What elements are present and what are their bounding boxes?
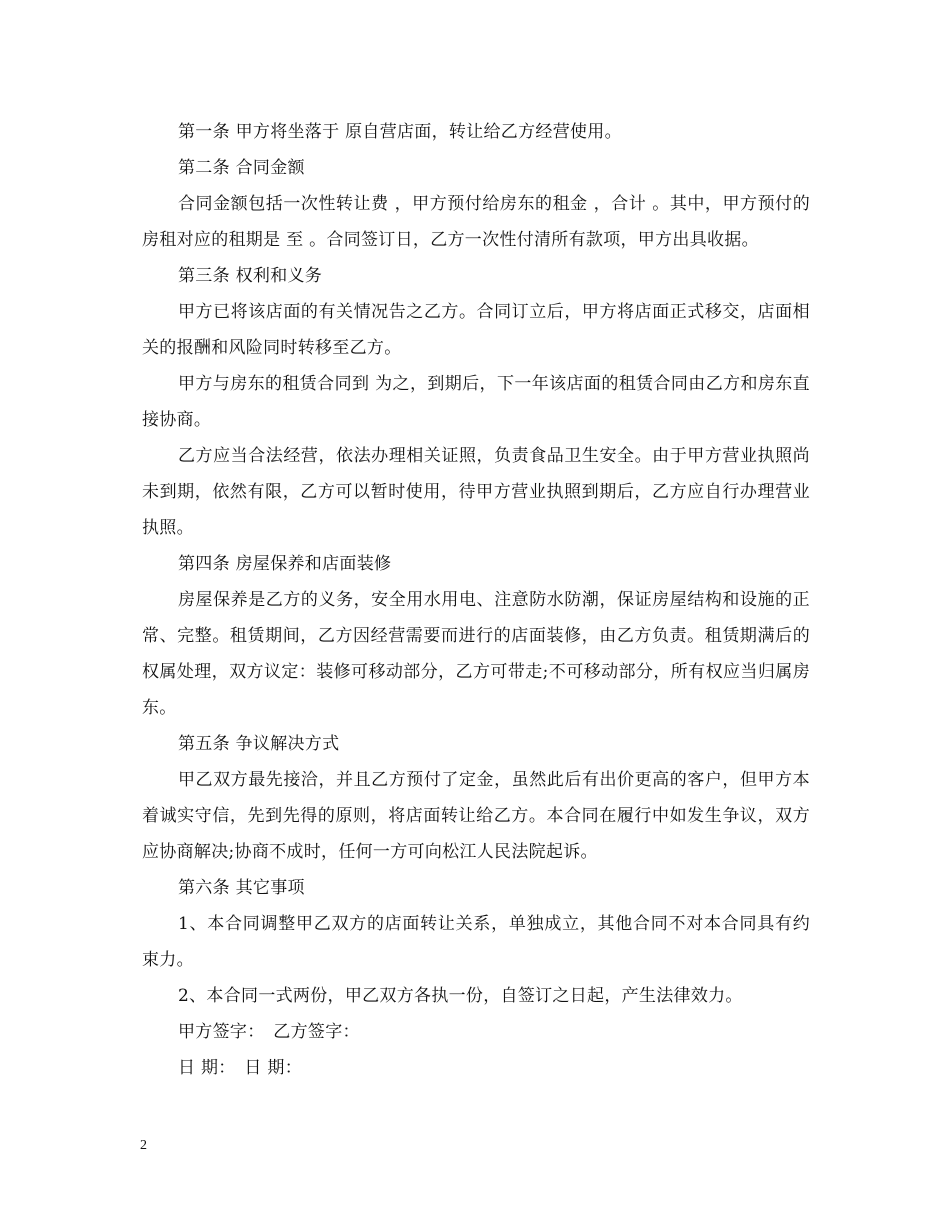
date-line: 日 期： 日 期： bbox=[178, 1058, 303, 1078]
article-3-text-3: 乙方应当合法经营，依法办理相关证照，负责食品卫生安全。由于甲方营业执照尚未到期，依然有限，乙方可以暂时使用，待甲方营业执照到期后，乙方应自行办理营业执照。 bbox=[142, 446, 810, 538]
article-2-text: 合同金额包括一次性转让费 ，甲方预付给房东的租金 ，合计 。其中，甲方预付的房租对应的租期是 至 。合同签订日，乙方一次性付清所有款项，甲方出具收据。 bbox=[142, 194, 810, 250]
page-number: 2 bbox=[140, 1138, 147, 1153]
article-6-item-2: 2、本合同一式两份，甲乙双方各执一份，自签订之日起，产生法律效力。 bbox=[178, 986, 743, 1006]
document-body bbox=[142, 114, 810, 1086]
article-6-heading: 第六条 其它事项 bbox=[178, 878, 305, 898]
article-5-text: 甲乙双方最先接洽，并且乙方预付了定金，虽然此后有出价更高的客户，但甲方本着诚实守信，先到先得的原则，将店面转让给乙方。本合同在履行中如发生争议，双方应协商解决;协商不成时，任何一方可向松江人民法院起诉。 bbox=[142, 770, 810, 862]
signature-line: 甲方签字： 乙方签字： bbox=[178, 1022, 360, 1042]
article-4-heading: 第四条 房屋保养和店面装修 bbox=[178, 554, 392, 574]
article-4-text: 房屋保养是乙方的义务，安全用水用电、注意防水防潮，保证房屋结构和设施的正常、完整。租赁期间，乙方因经营需要而进行的店面装修，由乙方负责。租赁期满后的权属处理，双方议定：装修可移动部分，乙方可带走;不可移动部分，所有权应当归属房东。 bbox=[142, 590, 810, 718]
article-3-text-1: 甲方已将该店面的有关情况告之乙方。合同订立后，甲方将店面正式移交，店面相关的报酬和风险同时转移至乙方。 bbox=[142, 302, 810, 358]
article-3-heading: 第三条 权利和义务 bbox=[178, 266, 323, 286]
article-1: 第一条 甲方将坐落于 原自营店面，转让给乙方经营使用。 bbox=[178, 122, 622, 142]
article-5-heading: 第五条 争议解决方式 bbox=[178, 734, 340, 754]
article-2-heading: 第二条 合同金额 bbox=[178, 158, 305, 178]
article-6-item-1: 1、本合同调整甲乙双方的店面转让关系，单独成立，其他合同不对本合同具有约束力。 bbox=[142, 914, 810, 970]
article-3-text-2: 甲方与房东的租赁合同到 为之，到期后，下一年该店面的租赁合同由乙方和房东直接协商。 bbox=[142, 374, 810, 430]
